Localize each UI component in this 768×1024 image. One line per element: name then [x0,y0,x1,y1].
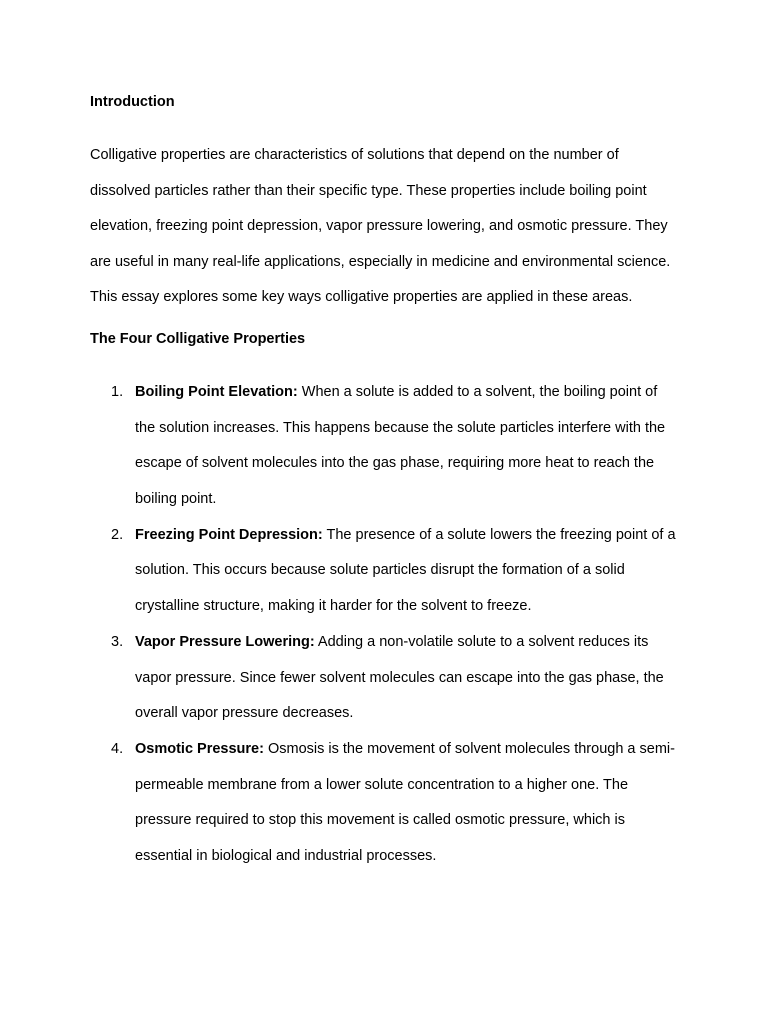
properties-list [90,375,680,875]
list-item-text: The presence of a solute lowers the freezing point of a solution. This occurs because solute particles disrupt the formation of a solid crystalline structure, making it harder for the solvent to freeze. [135,526,676,615]
list-item-number: 1. [111,383,124,400]
list-item-term: Freezing Point Depression: [135,526,323,543]
introduction-heading: Introduction [90,94,175,110]
list-item [90,518,680,625]
document-page [90,91,680,882]
list-item-term: Osmotic Pressure: [135,741,264,757]
list-item-term: Vapor Pressure Lowering: [135,633,315,650]
list-item [90,375,680,518]
list-item [90,625,680,732]
list-item-text: When a solute is added to a solvent, the boiling point of the solution increases. This happens because the solute particles interfere with the escape of solvent molecules into the gas phase, requiring more heat to reach the boiling point. [135,383,666,508]
introduction-paragraph: Colligative properties are characteristics of solutions that depend on the number of dissolved particles rather than their specific type. These properties include boiling point elevation, freezing point depression, vapor pressure lowering, and osmotic pressure. They are useful in many real-life applications, especially in medicine and environmental science. This essay explores some key ways colligative properties are applied in these areas. [90,147,671,306]
list-item-text: Osmosis is the movement of solvent molecules through a semi-permeable membrane from a lower solute concentration to a higher one. The pressure required to stop this movement is called osmotic pressure, which is essential in biological and industrial processes. [135,741,675,865]
list-item-number: 3. [111,633,124,650]
list-item-number: 2. [111,526,124,543]
properties-heading: The Four Colligative Properties [90,330,306,347]
list-item [90,732,680,875]
list-item-text: Adding a non-volatile solute to a solvent reduces its vapor pressure. Since fewer solvent molecules can escape into the gas phase, the overall vapor pressure decreases. [135,633,664,722]
list-item-number: 4. [111,741,124,757]
list-item-term: Boiling Point Elevation: [135,383,298,400]
